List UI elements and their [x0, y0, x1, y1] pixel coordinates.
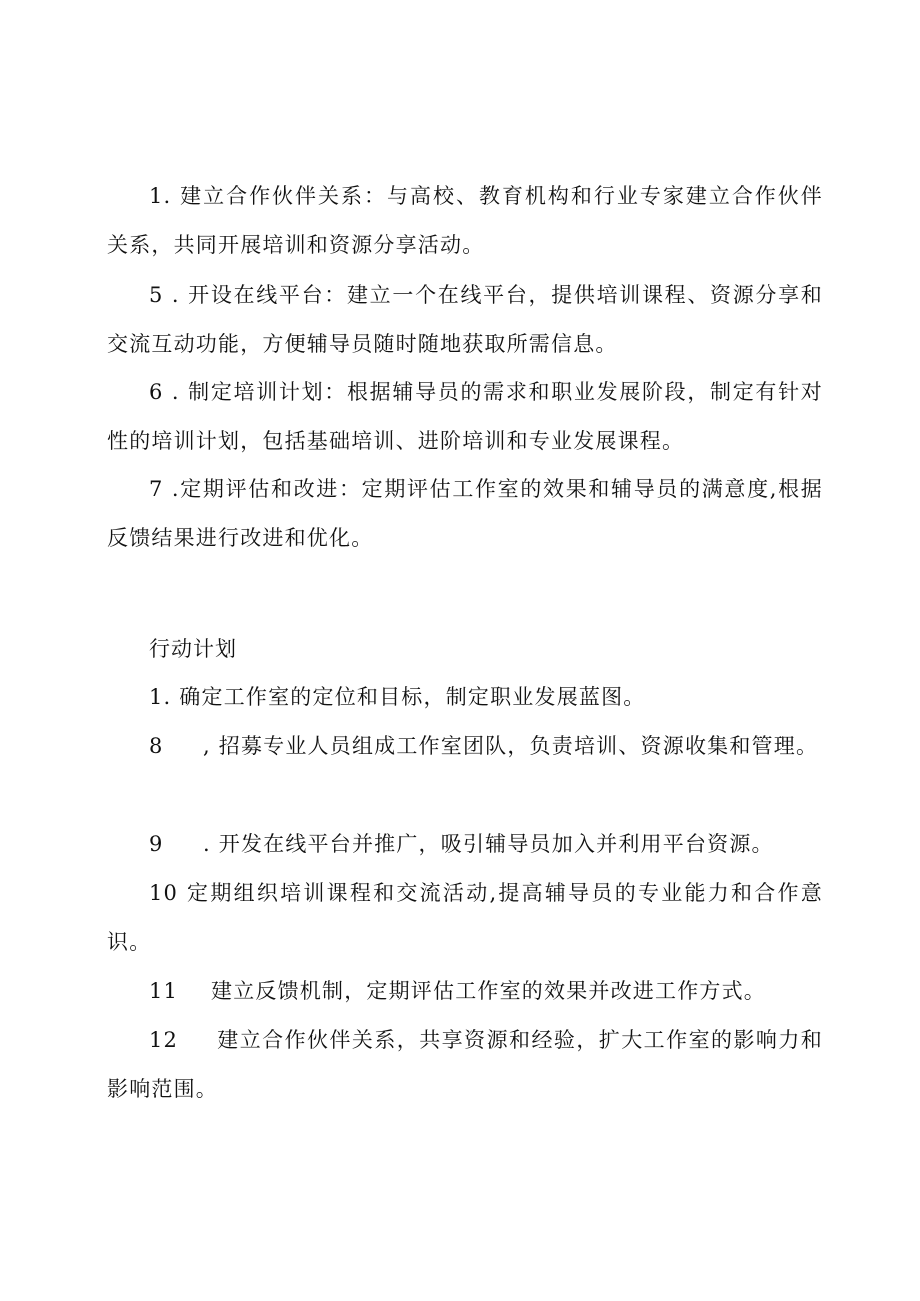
action-item-11	[149, 967, 766, 1016]
action-item-11-number: 11	[149, 979, 179, 1003]
action-item-1: 1. 确定工作室的定位和目标，制定职业发展蓝图。	[149, 685, 646, 709]
paragraph-online-platform: 5 . 开设在线平台：建立一个在线平台，提供培训课程、资源分享和交流互动功能，方便辅导员随时随地获取所需信息。	[107, 283, 823, 356]
action-item-8	[107, 722, 823, 771]
paragraph-training-plan: 6 . 制定培训计划：根据辅导员的需求和职业发展阶段，制定有针对性的培训计划，包括基础培训、进阶培训和专业发展课程。	[107, 380, 823, 453]
action-item-11-text: 建立反馈机制，定期评估工作室的效果并改进工作方式。	[211, 979, 766, 1003]
action-item-8-number: 8	[149, 734, 164, 758]
action-item-12	[107, 1016, 823, 1114]
action-plan-heading: 行动计划	[149, 637, 237, 661]
paragraph-evaluation: 7 .定期评估和改进：定期评估工作室的效果和辅导员的满意度,根据反馈结果进行改进和优化。	[107, 477, 823, 550]
action-item-9-text: . 开发在线平台并推广，吸引辅导员加入并利用平台资源。	[203, 832, 774, 856]
action-item-12-number: 12	[149, 1028, 179, 1052]
action-item-12-text: 建立合作伙伴关系，共享资源和经验，扩大工作室的影响力和影响范围。	[107, 1028, 823, 1101]
paragraph-partnership: 1. 建立合作伙伴关系：与高校、教育机构和行业专家建立合作伙伴关系，共同开展培训和资源分享活动。	[107, 184, 823, 257]
action-item-9-number: 9	[149, 832, 164, 856]
action-item-10: 10 定期组织培训课程和交流活动,提高辅导员的专业能力和合作意识。	[107, 881, 823, 954]
action-item-8-text: , 招募专业人员组成工作室团队，负责培训、资源收集和管理。	[203, 734, 819, 758]
action-item-9	[149, 820, 774, 869]
